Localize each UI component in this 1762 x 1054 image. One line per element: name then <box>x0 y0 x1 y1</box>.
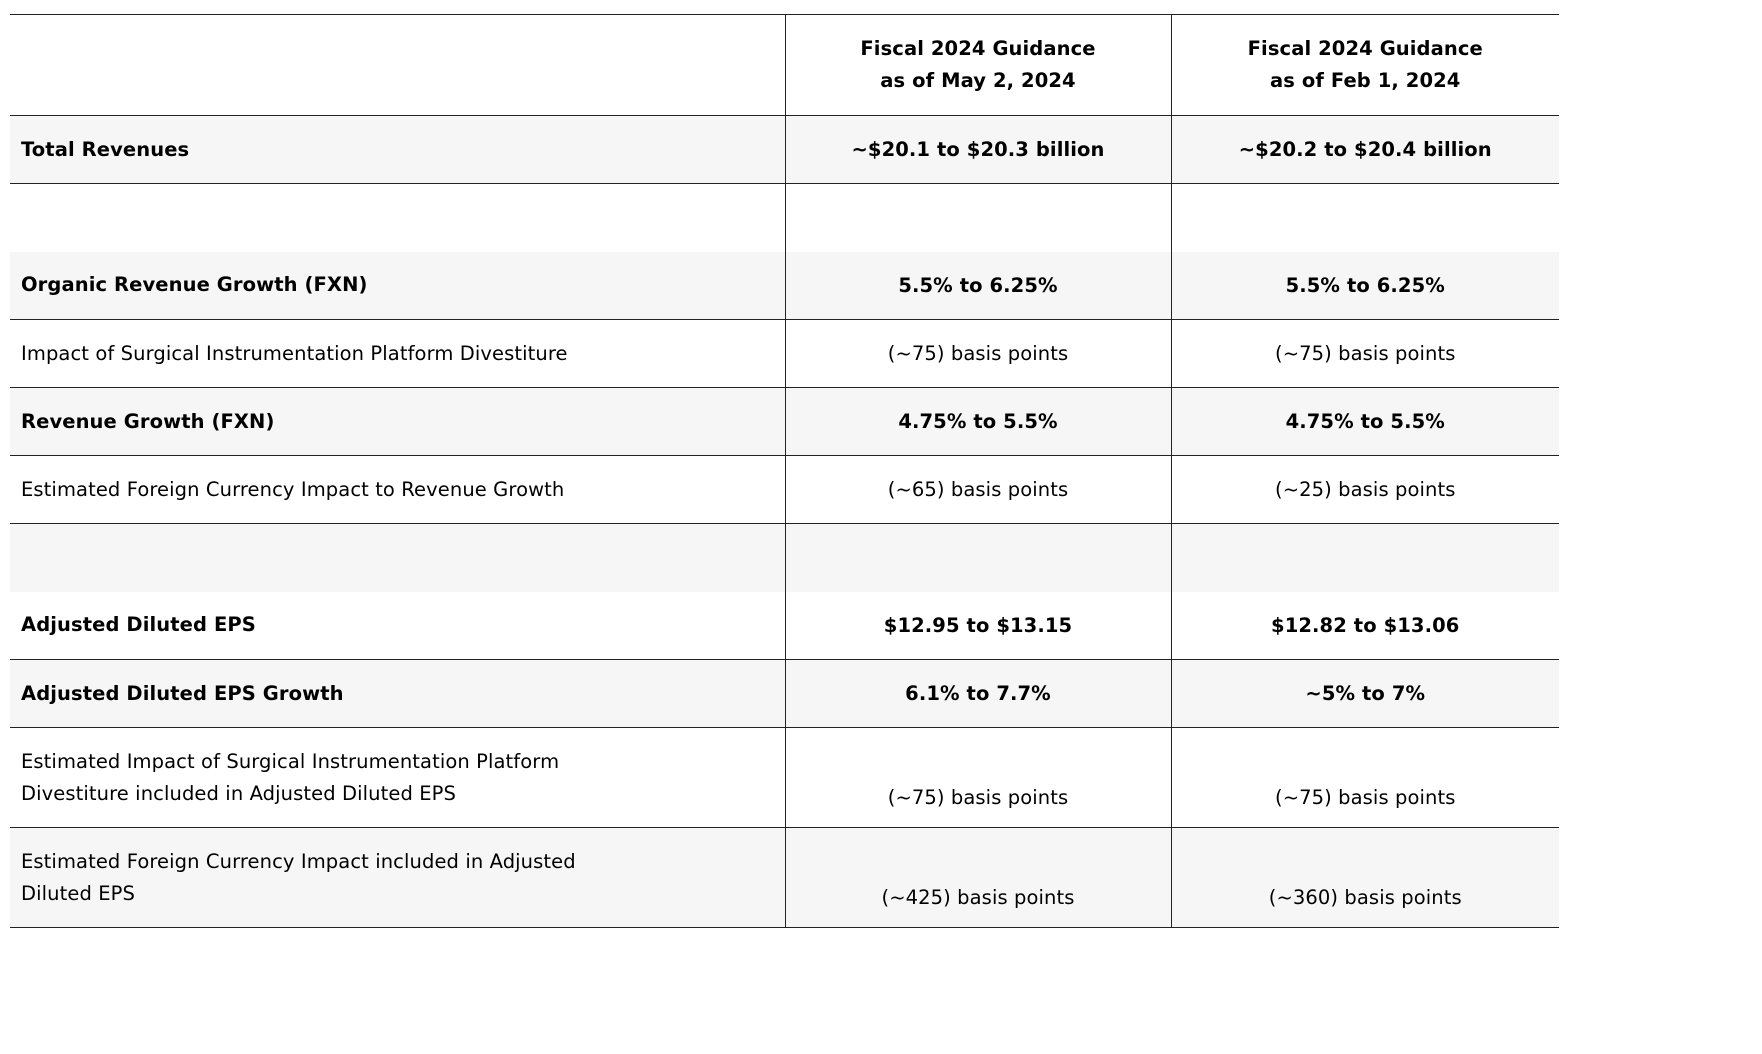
value-may: 4.75% to 5.5% <box>785 388 1171 456</box>
value-may: 6.1% to 7.7% <box>785 660 1171 728</box>
row-label <box>10 184 785 252</box>
value-feb: ~$20.2 to $20.4 billion <box>1171 116 1559 184</box>
header-label-cell <box>10 15 785 116</box>
value-may <box>785 524 1171 592</box>
row-fx-impact-revenue <box>10 456 1559 524</box>
row-label: Estimated Foreign Currency Impact to Revenue Growth <box>10 456 785 524</box>
value-may: (~425) basis points <box>785 828 1171 928</box>
row-label: Adjusted Diluted EPS Growth <box>10 660 785 728</box>
value-may: (~75) basis points <box>785 728 1171 828</box>
value-may: (~65) basis points <box>785 456 1171 524</box>
row-spacer <box>10 524 1559 592</box>
value-feb: 5.5% to 6.25% <box>1171 252 1559 320</box>
value-feb: 4.75% to 5.5% <box>1171 388 1559 456</box>
row-revenue-growth <box>10 388 1559 456</box>
value-may <box>785 184 1171 252</box>
value-feb: (~75) basis points <box>1171 728 1559 828</box>
value-may: (~75) basis points <box>785 320 1171 388</box>
value-feb: (~25) basis points <box>1171 456 1559 524</box>
row-spacer <box>10 184 1559 252</box>
row-divestiture-impact <box>10 320 1559 388</box>
value-feb <box>1171 524 1559 592</box>
header-row <box>10 15 1559 116</box>
row-label: Revenue Growth (FXN) <box>10 388 785 456</box>
row-divestiture-impact-eps <box>10 728 1559 828</box>
value-feb: (~360) basis points <box>1171 828 1559 928</box>
value-feb: ~5% to 7% <box>1171 660 1559 728</box>
value-may: $12.95 to $13.15 <box>785 592 1171 660</box>
value-feb: $12.82 to $13.06 <box>1171 592 1559 660</box>
header-may-2024: Fiscal 2024 Guidance as of May 2, 2024 <box>785 15 1171 116</box>
guidance-table <box>10 14 1559 928</box>
row-label: Estimated Impact of Surgical Instrumentation Platform Divestiture included in Adjusted Diluted EPS <box>10 728 785 828</box>
row-adjusted-diluted-eps <box>10 592 1559 660</box>
row-fx-impact-eps <box>10 828 1559 928</box>
row-adjusted-diluted-eps-growth <box>10 660 1559 728</box>
header-feb-2024: Fiscal 2024 Guidance as of Feb 1, 2024 <box>1171 15 1559 116</box>
value-may: ~$20.1 to $20.3 billion <box>785 116 1171 184</box>
row-label <box>10 524 785 592</box>
row-label: Impact of Surgical Instrumentation Platform Divestiture <box>10 320 785 388</box>
value-feb <box>1171 184 1559 252</box>
row-label: Organic Revenue Growth (FXN) <box>10 252 785 320</box>
row-label: Estimated Foreign Currency Impact included in Adjusted Diluted EPS <box>10 828 785 928</box>
row-total-revenues <box>10 116 1559 184</box>
value-may: 5.5% to 6.25% <box>785 252 1171 320</box>
value-feb: (~75) basis points <box>1171 320 1559 388</box>
row-label: Adjusted Diluted EPS <box>10 592 785 660</box>
row-label: Total Revenues <box>10 116 785 184</box>
row-organic-revenue-growth <box>10 252 1559 320</box>
